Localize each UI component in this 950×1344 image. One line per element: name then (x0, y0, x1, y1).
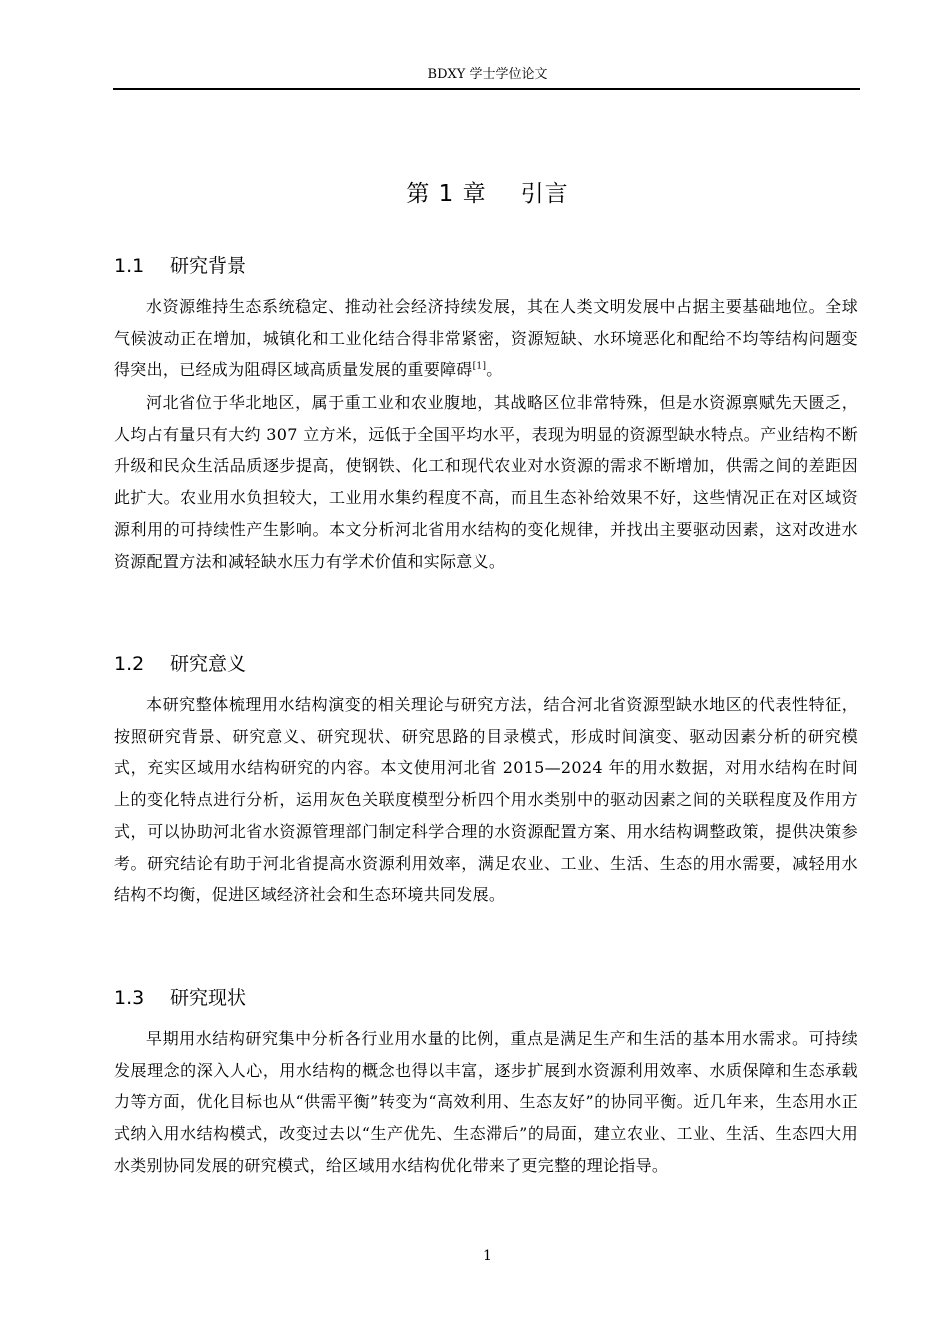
citation-ref: [1] (472, 362, 487, 373)
page-number: 1 (483, 1248, 492, 1264)
section-title: 研究背景 (170, 255, 247, 277)
section-heading-1-1 (114, 253, 246, 279)
section-title: 研究现状 (170, 987, 247, 1009)
paragraph-background-2: 河北省位于华北地区，属于重工业和农业腹地，其战略区位非常特殊，但是水资源禀赋先天匮乏，人均占有量只有大约 307 立方米，远低于全国平均水平，表现为明显的资源型缺水特点。产业结构不断升级和民众生活品质逐步提高，使钢铁、化工和现代农业对水资源的需求不断增加，供需之间的差距因此扩大。农业用水负担较大，工业用水集约程度不高，而且生态补给效果不好，这些情况正在对区域资源利用的可持续性产生影响。本文分析河北省用水结构的变化规律，并找出主要驱动因素，这对改进水资源配置方法和减轻缺水压力有学术价值和实际意义。 (114, 393, 858, 571)
chapter-heading (0, 178, 950, 210)
paragraph-text: 水资源维持生态系统稳定、推动社会经济持续发展，其在人类文明发展中占据主要基础地位。全球气候波动正在增加，城镇化和工业化结合得非常紧密，资源短缺、水环境恶化和配给不均等结构问题变得突出，已经成为阻碍区域高质量发展的重要障碍 (114, 297, 858, 380)
running-header: BDXY 学士学位论文 (427, 67, 548, 82)
chapter-number: 第 1 章 (406, 181, 487, 207)
section-heading-1-2 (114, 651, 246, 677)
paragraph-background-1 (114, 291, 858, 386)
section-heading-1-3 (114, 985, 246, 1011)
chapter-title: 引言 (520, 181, 569, 207)
paragraph-end: 。 (486, 360, 503, 380)
section-number: 1.1 (114, 255, 145, 277)
header-divider (113, 88, 860, 90)
section-number: 1.3 (114, 987, 145, 1009)
section-title: 研究意义 (170, 653, 247, 675)
section-number: 1.2 (114, 653, 145, 675)
paragraph-significance: 本研究整体梳理用水结构演变的相关理论与研究方法，结合河北省资源型缺水地区的代表性特征，按照研究背景、研究意义、研究现状、研究思路的目录模式，形成时间演变、驱动因素分析的研究模式，充实区域用水结构研究的内容。本文使用河北省 2015—2024 年的用水数据，对用水结构在时间上的变化特点进行分析，运用灰色关联度模型分析四个用水类别中的驱动因素之间的关联程度及作用方式，可以协助河北省水资源管理部门制定科学合理的水资源配置方案、用水结构调整政策，提供决策参考。研究结论有助于河北省提高水资源利用效率，满足农业、工业、生活、生态的用水需要，减轻用水结构不均衡，促进区域经济社会和生态环境共同发展。 (114, 695, 858, 905)
paragraph-status: 早期用水结构研究集中分析各行业用水量的比例，重点是满足生产和生活的基本用水需求。可持续发展理念的深入人心，用水结构的概念也得以丰富，逐步扩展到水资源利用效率、水质保障和生态承载力等方面，优化目标也从“供需平衡”转变为“高效利用、生态友好”的协同平衡。近几年来，生态用水正式纳入用水结构模式，改变过去以“生产优先、生态滞后”的局面，建立农业、工业、生活、生态四大用水类别协同发展的研究模式，给区域用水结构优化带来了更完整的理论指导。 (114, 1029, 858, 1175)
